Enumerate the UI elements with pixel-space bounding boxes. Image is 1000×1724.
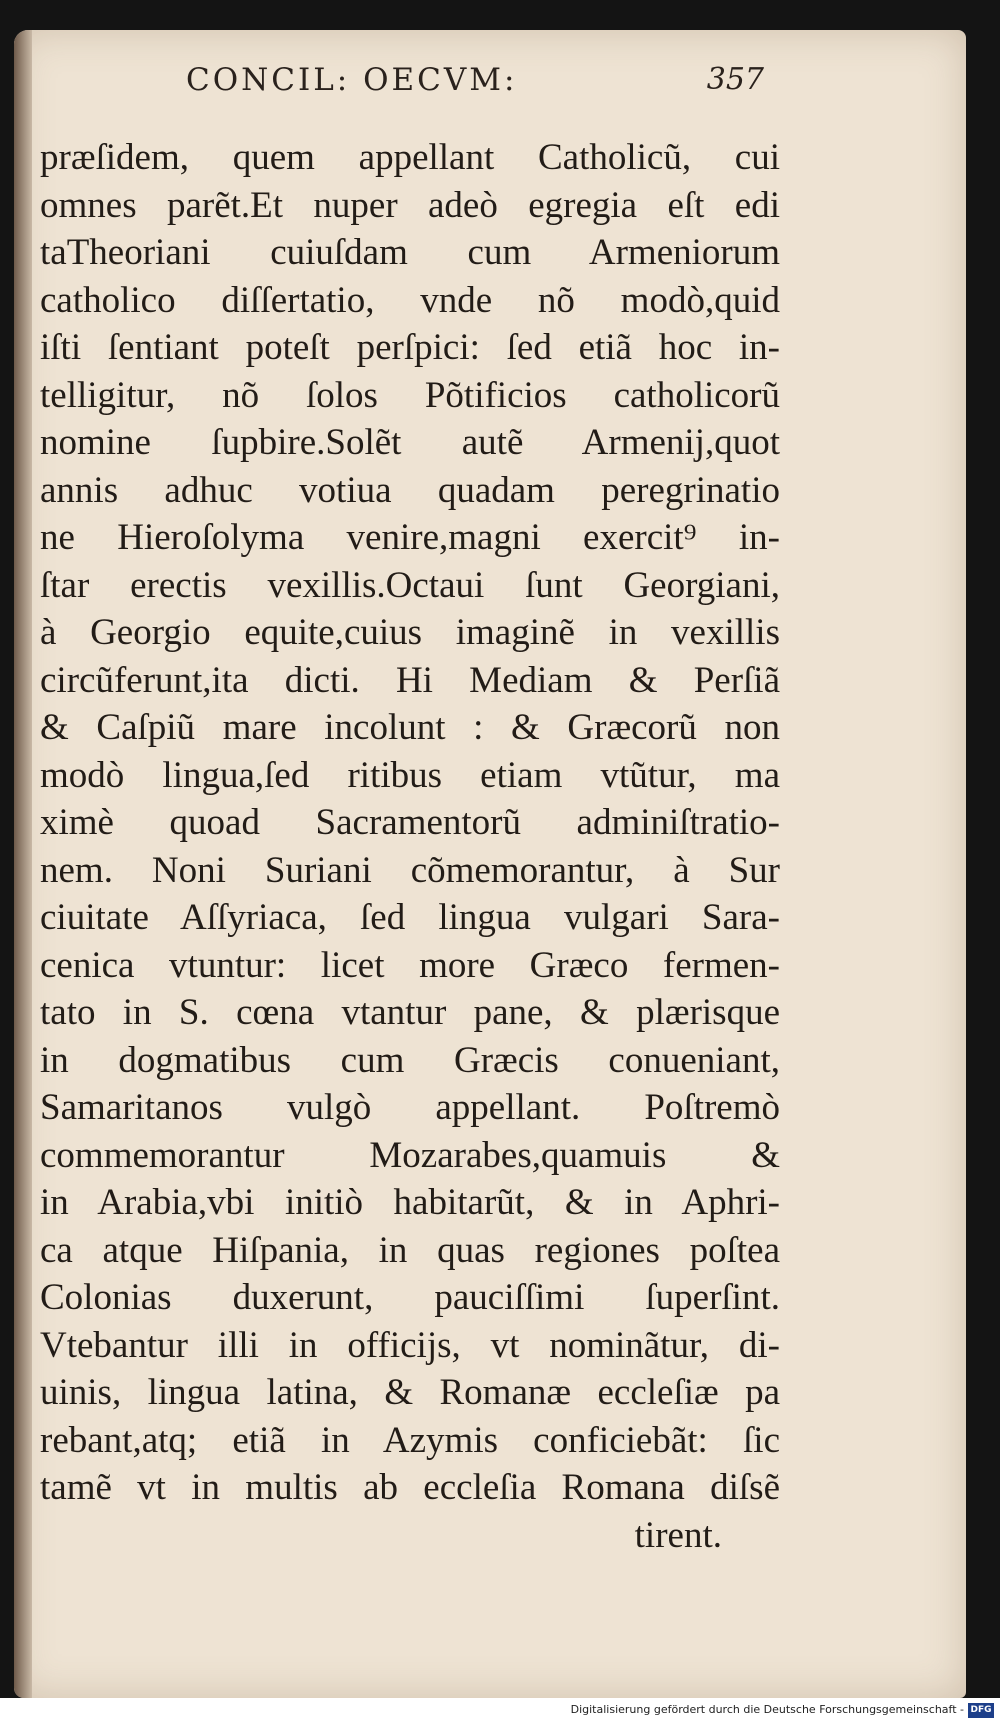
- text-line: telligitur, nõ ſolos Põtificios catholicorũ: [40, 374, 780, 416]
- text-line: annis adhuc votiua quadam peregrinatio: [40, 469, 780, 511]
- text-line: tato in S. cœna vtantur pane, & plærisque: [40, 992, 780, 1033]
- body-text: [40, 134, 780, 1559]
- text-line: iſti ſentiant poteſt perſpici: ſed etiã hoc in-: [40, 327, 780, 368]
- text-line: ximè quoad Sacramentorũ adminiſtratio-: [40, 802, 780, 843]
- text-line: ne Hieroſolyma venire,magni exercit⁹ in-: [40, 517, 780, 558]
- running-head: CONCIL: OECVM:: [186, 62, 518, 98]
- text-line: commemorantur Mozarabes,quamuis &: [40, 1134, 780, 1176]
- text-line: cenica vtuntur: licet more Græco fermen-: [40, 944, 780, 986]
- footer-bar: [0, 1698, 1000, 1724]
- text-line: ca atque Hiſpania, in quas regiones poſtea: [40, 1229, 780, 1271]
- text-line: tamẽ vt in multis ab eccleſia Romana diſsẽ: [40, 1467, 780, 1508]
- text-line: ſtar erectis vexillis.Octaui ſunt Georgiani,: [40, 564, 780, 606]
- text-line: Samaritanos vulgò appellant. Poſtremò: [40, 1087, 780, 1128]
- text-line: catholico diſſertatio, vnde nõ modò,quid: [40, 279, 780, 321]
- text-line: à Georgio equite,cuius imaginẽ in vexillis: [40, 612, 780, 653]
- text-line: uinis, lingua latina, & Romanæ eccleſiæ pa: [40, 1372, 780, 1413]
- text-line: ciuitate Aſſyriaca, ſed lingua vulgari Sara-: [40, 897, 780, 938]
- page-binding-edge: [14, 30, 32, 1698]
- text-line: taTheoriani cuiuſdam cum Armeniorum: [40, 232, 780, 273]
- text-line: in Arabia,vbi initiò habitarũt, & in Aphri-: [40, 1182, 780, 1223]
- page-number: 357: [706, 62, 764, 97]
- page-header: [186, 62, 764, 122]
- text-line: rebant,atq; etiã in Azymis conficiebãt: ſic: [40, 1419, 780, 1461]
- dfg-logo: DFG: [968, 1703, 994, 1718]
- text-line: nem. Noni Suriani cõmemorantur, à Sur: [40, 849, 780, 891]
- text-line: in dogmatibus cum Græcis conueniant,: [40, 1039, 780, 1081]
- text-line-final: tirent.: [634, 1514, 722, 1556]
- text-line: nomine ſupbire.Solẽt autẽ Armenij,quot: [40, 422, 780, 463]
- text-line: præſidem, quem appellant Catholicũ, cui: [40, 137, 780, 178]
- text-line: & Caſpiũ mare incolunt : & Græcorũ non: [40, 707, 780, 748]
- text-line: modò lingua,ſed ritibus etiam vtũtur, ma: [40, 754, 780, 796]
- text-line: omnes parẽt.Et nuper adeò egregia eſt edi: [40, 184, 780, 226]
- text-line: Vtebantur illi in officijs, vt nominãtur, di-: [40, 1324, 780, 1366]
- text-line: Colonias duxerunt, pauciſſimi ſuperſint.: [40, 1277, 780, 1318]
- text-line: circũferunt,ita dicti. Hi Mediam & Perſiã: [40, 659, 780, 701]
- funding-credit: Digitalisierung gefördert durch die Deutsche Forschungsgemeinschaft -: [570, 1703, 964, 1716]
